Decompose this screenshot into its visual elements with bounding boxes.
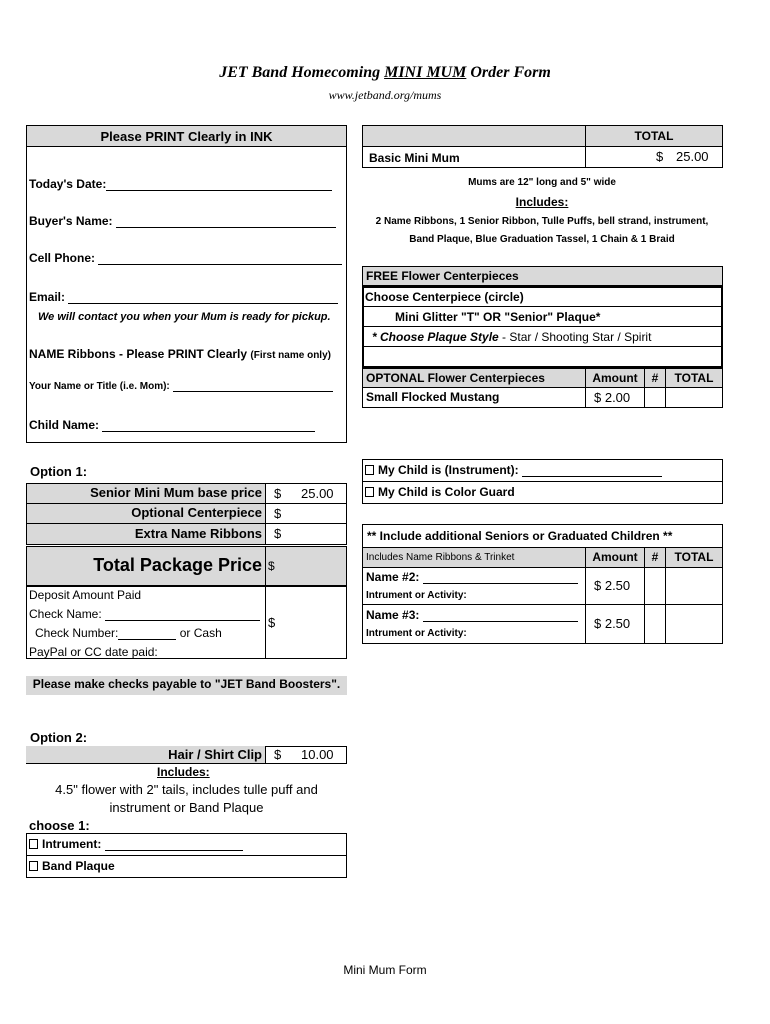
option1-ribbons-price[interactable]: $ <box>265 523 347 545</box>
option2-plaque[interactable]: Band Plaque <box>29 859 115 873</box>
todays-date-field[interactable] <box>106 190 332 191</box>
option2-heading: Option 2: <box>30 730 88 745</box>
includes-heading: Includes: <box>515 195 569 209</box>
optional-amount-header: Amount <box>585 368 645 388</box>
additional-includes: Includes Name Ribbons & Trinket <box>362 547 586 568</box>
cell-phone-label: Cell Phone: <box>29 251 342 265</box>
additional-count-header: # <box>644 547 666 568</box>
buyer-info-box <box>26 125 347 443</box>
option1-total-price[interactable]: $ <box>265 546 347 586</box>
includes-line1: 2 Name Ribbons, 1 Senior Ribbon, Tulle Puffs, bell strand, instrument, <box>375 216 709 227</box>
checkbox-icon[interactable] <box>29 839 38 849</box>
additional-amount-header: Amount <box>585 547 645 568</box>
option2-choose: choose 1: <box>29 818 90 833</box>
check-number-field[interactable] <box>118 639 176 640</box>
form-title: JET Band Homecoming MINI MUM Order Form <box>219 64 551 81</box>
centerpiece-options[interactable]: Mini Glitter "T" OR "Senior" Plaque* <box>395 310 601 324</box>
basic-header-blank <box>362 125 586 147</box>
child-color-guard[interactable]: My Child is Color Guard <box>365 485 515 499</box>
basic-total-header: TOTAL <box>585 125 723 147</box>
check-name-field[interactable] <box>105 620 260 621</box>
paypal-field[interactable] <box>158 658 253 659</box>
your-name-field[interactable] <box>173 391 333 392</box>
plaque-style[interactable]: * Choose Plaque Style - Star / Shooting Star / Spirit <box>372 330 652 344</box>
name2-count-field[interactable] <box>644 567 666 605</box>
cell-phone-field[interactable] <box>98 264 342 265</box>
option1-total-label: Total Package Price <box>93 555 262 575</box>
check-name-label: Check Name: <box>29 607 260 621</box>
option1-centerpiece-label: Optional Centerpiece <box>131 505 262 520</box>
name2-total-field[interactable] <box>665 567 723 605</box>
option1-ribbons-label: Extra Name Ribbons <box>134 526 262 541</box>
buyers-name-label: Buyer's Name: <box>29 214 336 228</box>
contact-note: We will contact you when your Mum is ready for pickup. <box>38 311 331 323</box>
optional-item: Small Flocked Mustang <box>362 387 586 408</box>
includes-line2: Band Plaque, Blue Graduation Tassel, 1 Chain & 1 Braid <box>409 234 675 245</box>
option1-base-price-cell: $ 25.00 <box>265 483 347 504</box>
deposit-amount[interactable]: $ <box>265 586 347 659</box>
option1-heading: Option 1: <box>30 464 88 479</box>
paypal-label: PayPal or CC date paid: <box>29 645 253 659</box>
option1-centerpiece-price[interactable]: $ <box>265 503 347 524</box>
email-label: Email: <box>29 290 338 304</box>
option2-instrument[interactable]: Intrument: <box>29 837 243 851</box>
optional-count-field[interactable] <box>644 387 666 408</box>
option2-desc1: 4.5" flower with 2" tails, includes tulle puff and <box>55 782 318 797</box>
payable-note: Please make checks payable to "JET Band Boosters". <box>26 676 347 695</box>
additional-heading: ** Include additional Seniors or Graduated Children ** <box>362 524 723 548</box>
name3-label: Name #3: <box>366 608 578 622</box>
name3-total-field[interactable] <box>665 604 723 644</box>
buyer-heading: Please PRINT Clearly in INK <box>26 125 347 147</box>
optional-price: $ 2.00 <box>585 387 645 408</box>
todays-date-label: Today's Date: <box>29 177 332 191</box>
name2-label: Name #2: <box>366 570 578 584</box>
option2-includes: Includes: <box>157 765 210 779</box>
activity3-label: Intrument or Activity: <box>366 628 467 639</box>
option1-base-label: Senior Mini Mum base price <box>90 485 262 500</box>
optional-centerpieces-heading: OPTONAL Flower Centerpieces <box>362 368 586 388</box>
basic-price-cell: $ 25.00 <box>585 146 723 168</box>
form-url: www.jetband.org/mums <box>328 88 442 102</box>
buyers-name-field[interactable] <box>116 227 336 228</box>
deposit-label: Deposit Amount Paid <box>29 588 142 602</box>
activity2-label: Intrument or Activity: <box>366 590 467 601</box>
free-centerpieces-heading: FREE Flower Centerpieces <box>362 266 723 286</box>
child-instrument[interactable]: My Child is (Instrument): <box>365 463 662 477</box>
option2-item: Hair / Shirt Clip <box>168 747 262 762</box>
child-name-label: Child Name: <box>29 418 315 432</box>
child-name-field[interactable] <box>102 431 315 432</box>
option2-price-cell: $ 10.00 <box>265 746 347 764</box>
checkbox-icon[interactable] <box>365 465 374 475</box>
name3-count-field[interactable] <box>644 604 666 644</box>
check-number-label: Check Number: or Cash <box>35 626 222 640</box>
name2-price: $ 2.50 <box>585 567 645 605</box>
checkbox-icon[interactable] <box>29 861 38 871</box>
optional-total-field[interactable] <box>665 387 723 408</box>
footer-text: Mini Mum Form <box>343 963 427 977</box>
your-name-label: Your Name or Title (i.e. Mom): <box>29 381 333 392</box>
size-note: Mums are 12" long and 5" wide <box>468 177 616 188</box>
basic-item: Basic Mini Mum <box>362 146 586 168</box>
optional-count-header: # <box>644 368 666 388</box>
checkbox-icon[interactable] <box>365 487 374 497</box>
name3-price: $ 2.50 <box>585 604 645 644</box>
name-ribbons-label: NAME Ribbons - Please PRINT Clearly (First name only) <box>29 347 331 361</box>
choose-centerpiece: Choose Centerpiece (circle) <box>365 290 524 304</box>
optional-total-header: TOTAL <box>665 368 723 388</box>
name3-field[interactable] <box>423 621 578 622</box>
option2-desc2: instrument or Band Plaque <box>109 800 264 815</box>
additional-total-header: TOTAL <box>665 547 723 568</box>
name2-field[interactable] <box>423 583 578 584</box>
email-field[interactable] <box>68 303 338 304</box>
